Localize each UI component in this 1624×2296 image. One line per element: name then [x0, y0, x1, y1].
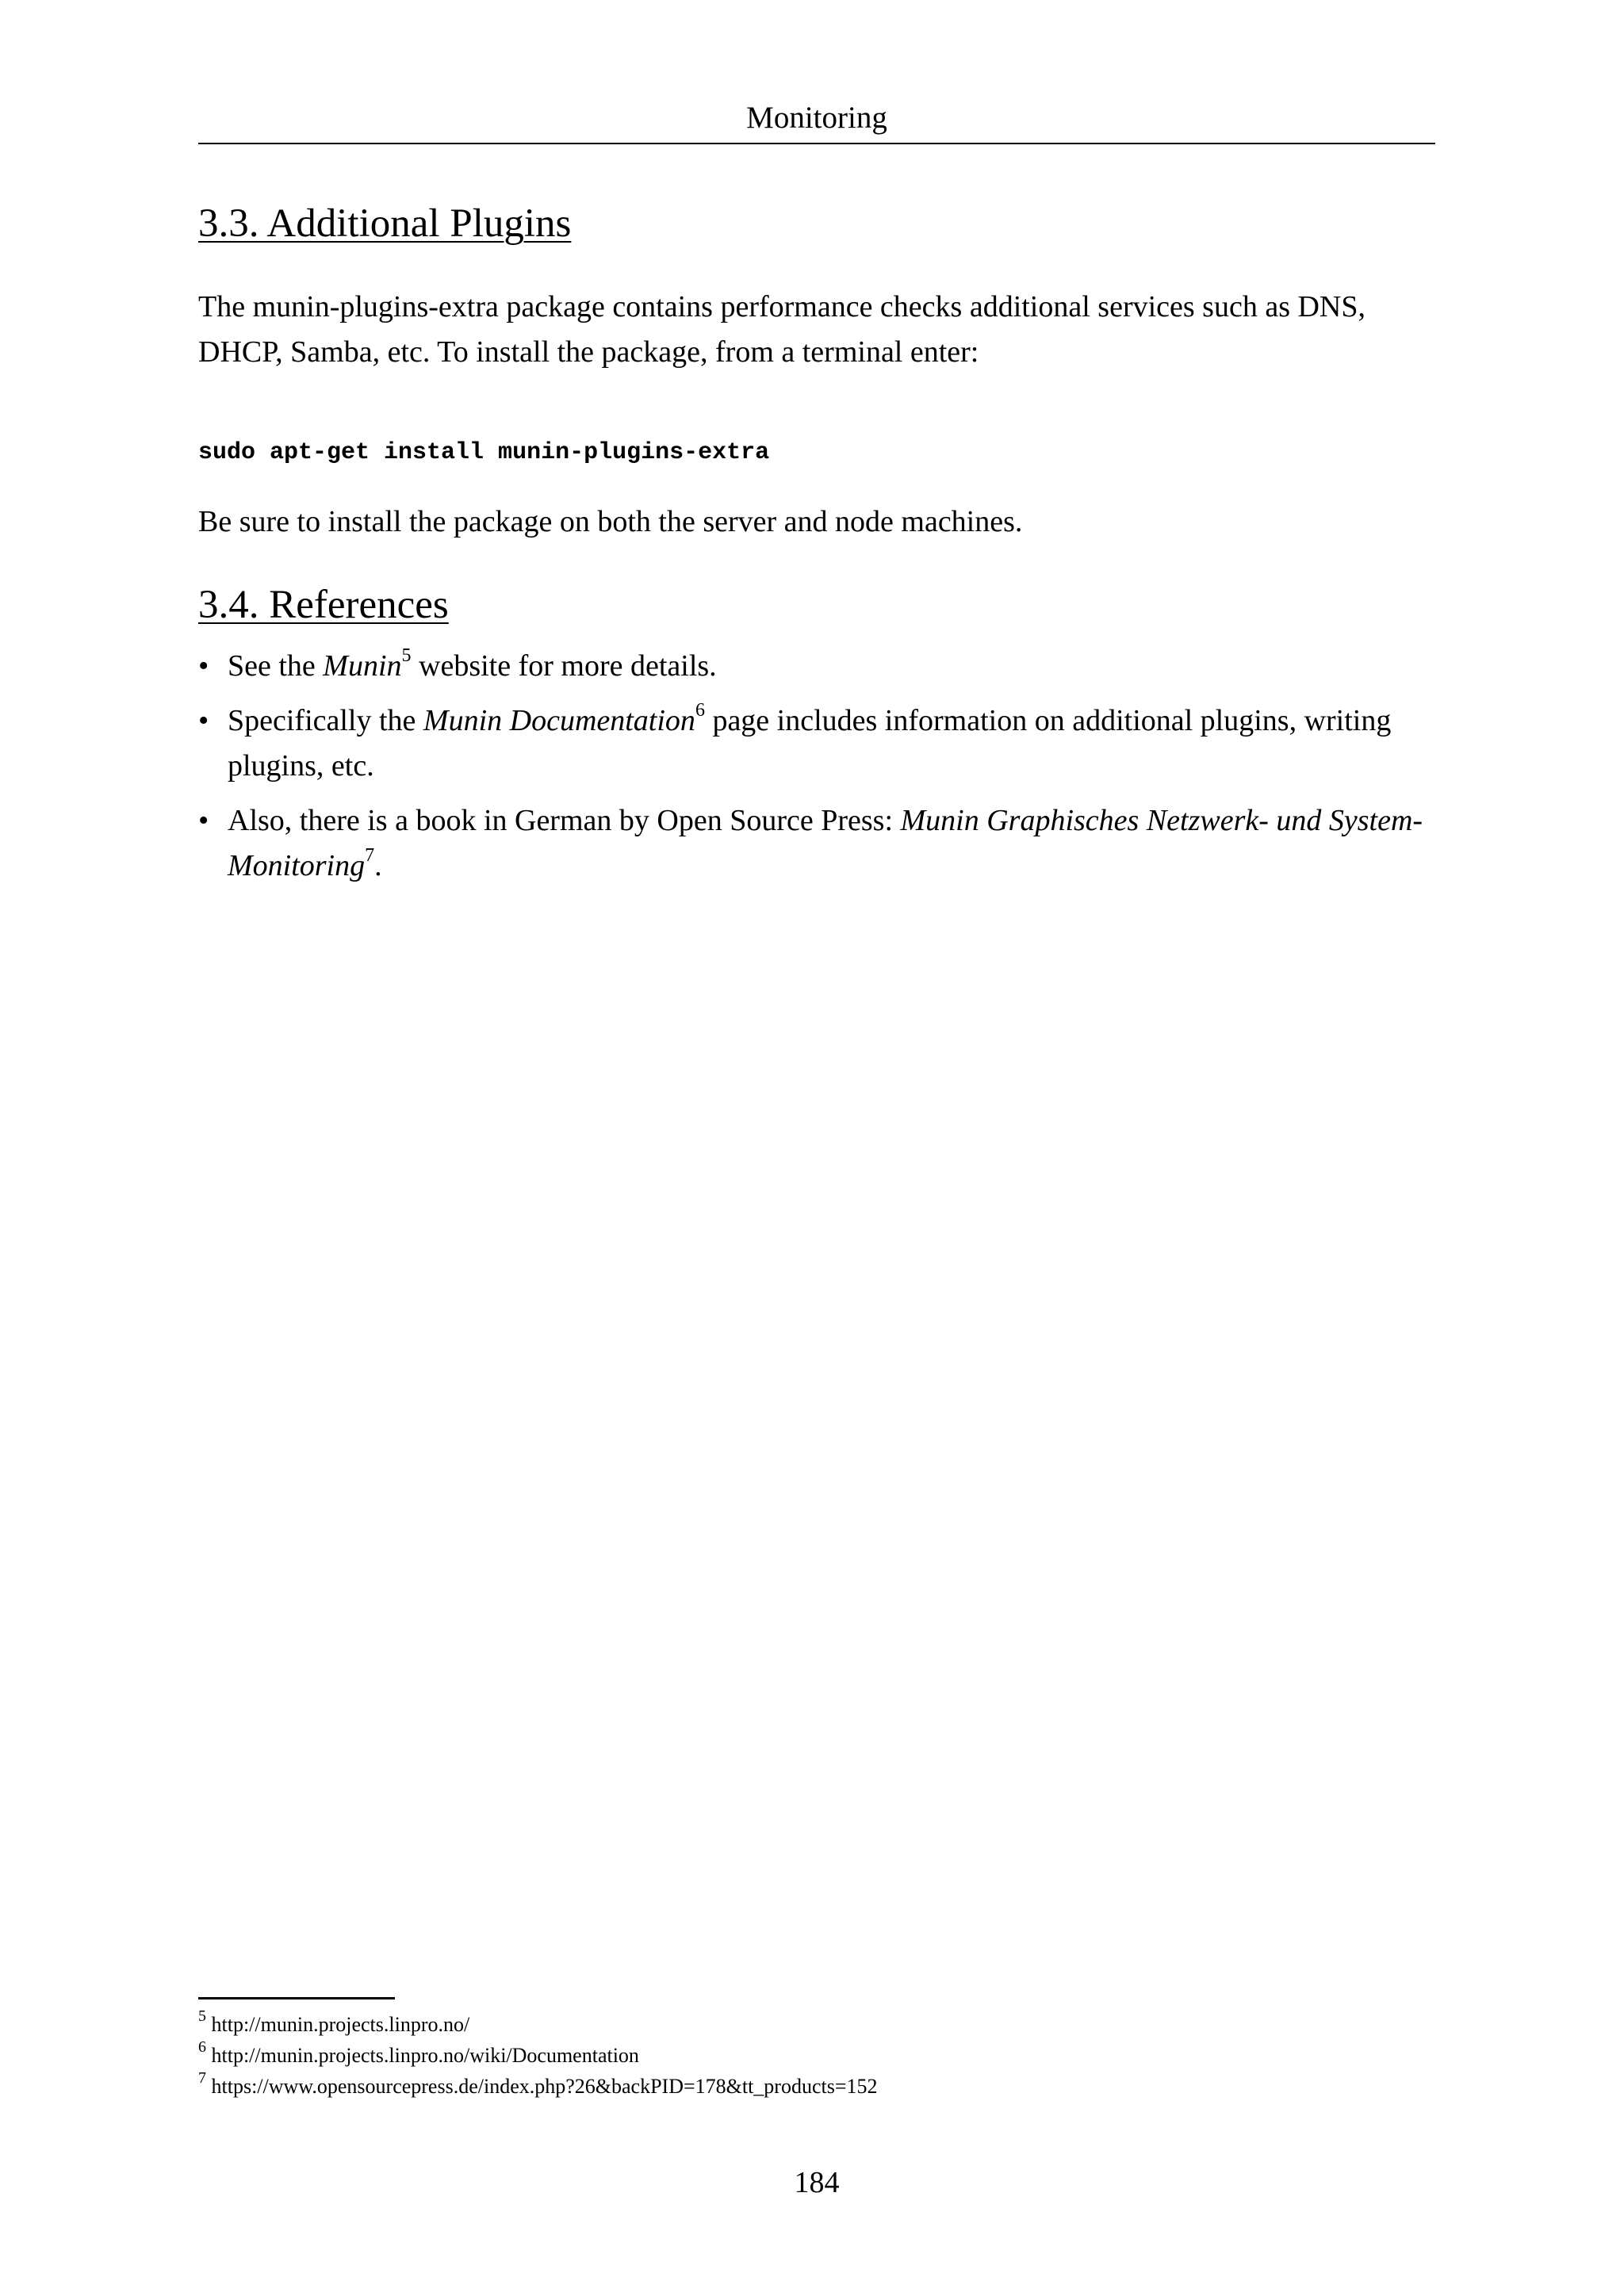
footnote-url[interactable]: http://munin.projects.linpro.no/	[211, 2013, 470, 2036]
reference-text-before: See the	[228, 649, 324, 683]
reference-link-munin[interactable]: Munin	[323, 649, 402, 683]
bullet-icon: •	[198, 704, 209, 737]
footnote	[198, 2071, 1435, 2102]
footnote-url[interactable]: http://munin.projects.linpro.no/wiki/Documentation	[211, 2044, 639, 2067]
list-item	[198, 644, 1435, 689]
list-item	[198, 798, 1435, 889]
footnote-mark: 7	[198, 2069, 206, 2087]
bullet-icon: •	[198, 649, 209, 683]
page-number: 184	[794, 2166, 840, 2199]
reference-text-after: .	[374, 849, 382, 882]
section-heading-references: 3.4. References	[198, 583, 449, 627]
reference-link-munin-documentation[interactable]: Munin Documentation	[423, 704, 695, 737]
footnote-mark: 6	[198, 2038, 206, 2057]
reference-text-after: website for more details.	[411, 649, 717, 683]
footnote-ref-7[interactable]: 7	[365, 845, 375, 867]
reference-text-before: Specifically the	[228, 704, 423, 737]
footnote	[198, 2009, 1435, 2040]
plugins-intro-paragraph: The munin-plugins-extra package contains performance checks additional services such as DNS, DHCP, Samba, etc. To install the package, from a terminal enter:	[198, 290, 1365, 369]
running-header: Monitoring	[746, 101, 887, 135]
reference-text-after: page includes information on additional plugins, writing plugins, etc.	[228, 704, 1392, 783]
install-command: sudo apt-get install munin-plugins-extra	[198, 439, 770, 466]
footnote-ref-6[interactable]: 6	[695, 700, 705, 721]
document-page	[198, 0, 1435, 2296]
footnote-mark: 5	[198, 2007, 206, 2026]
references-list	[198, 644, 1435, 898]
section-heading-additional-plugins: 3.3. Additional Plugins	[198, 201, 572, 246]
footnote-rule	[198, 1997, 395, 1999]
footnote-ref-5[interactable]: 5	[401, 645, 412, 667]
reference-text-before: Also, there is a book in German by Open Source Press:	[228, 804, 901, 837]
reference-link-munin-book[interactable]: Munin Graphisches Netzwerk- und System-Monitoring	[228, 804, 1423, 882]
bullet-icon: •	[198, 804, 209, 837]
plugins-note-paragraph: Be sure to install the package on both the server and node machines.	[198, 505, 1023, 538]
list-item	[198, 698, 1435, 789]
footnote	[198, 2040, 1435, 2071]
header-rule	[198, 143, 1435, 144]
footnote-url[interactable]: https://www.opensourcepress.de/index.php?26&backPID=178&tt_products=152	[211, 2075, 878, 2098]
footnotes-list	[198, 2009, 1435, 2102]
